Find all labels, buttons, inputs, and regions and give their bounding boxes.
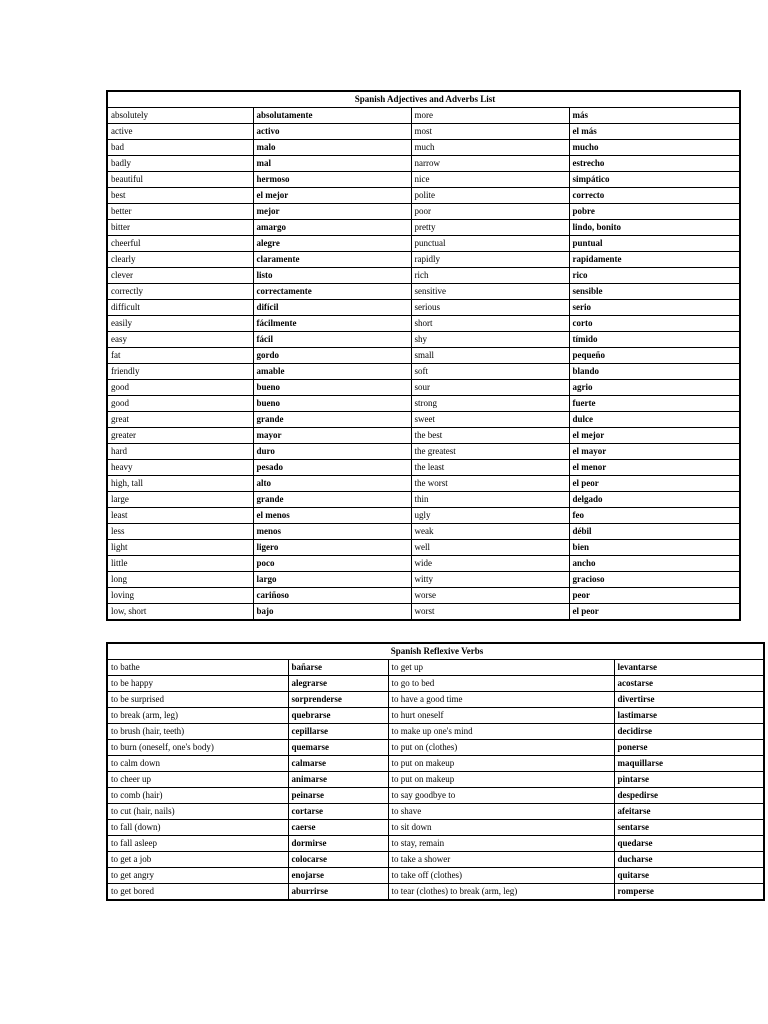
spanish-cell: más — [569, 108, 740, 124]
english-cell: sour — [411, 380, 569, 396]
english-cell: rich — [411, 268, 569, 284]
spanish-cell: duro — [253, 444, 411, 460]
english-cell: bitter — [107, 220, 253, 236]
english-cell: to fall (down) — [107, 820, 288, 836]
spanish-cell: animarse — [288, 772, 388, 788]
reflexive-table-title: Spanish Reflexive Verbs — [107, 643, 764, 660]
english-cell: badly — [107, 156, 253, 172]
spanish-cell: quedarse — [614, 836, 764, 852]
table-row — [107, 708, 764, 724]
english-cell: to get bored — [107, 884, 288, 901]
table-row — [107, 740, 764, 756]
table-row — [107, 588, 740, 604]
english-cell: to hurt oneself — [388, 708, 614, 724]
spanish-cell: poco — [253, 556, 411, 572]
spanish-cell: ducharse — [614, 852, 764, 868]
table-row — [107, 300, 740, 316]
english-cell: thin — [411, 492, 569, 508]
spanish-cell: cepillarse — [288, 724, 388, 740]
spanish-cell: mayor — [253, 428, 411, 444]
table-row — [107, 412, 740, 428]
table-row — [107, 140, 740, 156]
spanish-cell: menos — [253, 524, 411, 540]
english-cell: greater — [107, 428, 253, 444]
table-row — [107, 396, 740, 412]
spanish-cell: mal — [253, 156, 411, 172]
english-cell: better — [107, 204, 253, 220]
english-cell: to get up — [388, 660, 614, 676]
table-row — [107, 604, 740, 621]
english-cell: best — [107, 188, 253, 204]
spanish-cell: peinarse — [288, 788, 388, 804]
table-row — [107, 676, 764, 692]
english-cell: to be happy — [107, 676, 288, 692]
english-cell: to get a job — [107, 852, 288, 868]
english-cell: strong — [411, 396, 569, 412]
english-cell: sweet — [411, 412, 569, 428]
table-row — [107, 868, 764, 884]
english-cell: clever — [107, 268, 253, 284]
english-cell: to burn (oneself, one's body) — [107, 740, 288, 756]
spanish-cell: dulce — [569, 412, 740, 428]
english-cell: to cheer up — [107, 772, 288, 788]
table-row — [107, 268, 740, 284]
adjectives-adverbs-table — [106, 90, 741, 621]
spanish-cell: bien — [569, 540, 740, 556]
spanish-cell: el menor — [569, 460, 740, 476]
spanish-cell: bañarse — [288, 660, 388, 676]
spanish-cell: hermoso — [253, 172, 411, 188]
table-row — [107, 540, 740, 556]
spanish-cell: pobre — [569, 204, 740, 220]
english-cell: to brush (hair, teeth) — [107, 724, 288, 740]
spanish-cell: alegrarse — [288, 676, 388, 692]
spanish-cell: divertirse — [614, 692, 764, 708]
table-row — [107, 348, 740, 364]
table-row — [107, 820, 764, 836]
table-row — [107, 724, 764, 740]
english-cell: easy — [107, 332, 253, 348]
english-cell: rapidly — [411, 252, 569, 268]
spanish-cell: malo — [253, 140, 411, 156]
spanish-cell: corto — [569, 316, 740, 332]
table-row — [107, 492, 740, 508]
spanish-cell: delgado — [569, 492, 740, 508]
english-cell: to bathe — [107, 660, 288, 676]
english-cell: punctual — [411, 236, 569, 252]
english-cell: low, short — [107, 604, 253, 621]
english-cell: to fall asleep — [107, 836, 288, 852]
english-cell: the worst — [411, 476, 569, 492]
spanish-cell: estrecho — [569, 156, 740, 172]
table-row — [107, 556, 740, 572]
english-cell: long — [107, 572, 253, 588]
english-cell: the least — [411, 460, 569, 476]
english-cell: witty — [411, 572, 569, 588]
spanish-cell: aburrirse — [288, 884, 388, 901]
english-cell: to go to bed — [388, 676, 614, 692]
spanish-cell: quebrarse — [288, 708, 388, 724]
spanish-cell: blando — [569, 364, 740, 380]
table-row — [107, 204, 740, 220]
english-cell: nice — [411, 172, 569, 188]
table-row — [107, 756, 764, 772]
english-cell: sensitive — [411, 284, 569, 300]
table-row — [107, 852, 764, 868]
english-cell: fat — [107, 348, 253, 364]
spanish-cell: decidirse — [614, 724, 764, 740]
spanish-cell: maquillarse — [614, 756, 764, 772]
english-cell: active — [107, 124, 253, 140]
spanish-cell: ponerse — [614, 740, 764, 756]
spanish-cell: afeitarse — [614, 804, 764, 820]
spanish-cell: absolutamente — [253, 108, 411, 124]
table-row — [107, 172, 740, 188]
english-cell: to calm down — [107, 756, 288, 772]
english-cell: narrow — [411, 156, 569, 172]
spanish-cell: el mejor — [253, 188, 411, 204]
spanish-cell: gordo — [253, 348, 411, 364]
english-cell: correctly — [107, 284, 253, 300]
table-row — [107, 660, 764, 676]
english-cell: more — [411, 108, 569, 124]
english-cell: friendly — [107, 364, 253, 380]
english-cell: to comb (hair) — [107, 788, 288, 804]
reflexive-verbs-table — [106, 642, 765, 901]
english-cell: great — [107, 412, 253, 428]
spanish-cell: correctamente — [253, 284, 411, 300]
spanish-cell: difícil — [253, 300, 411, 316]
spanish-cell: caerse — [288, 820, 388, 836]
table-row — [107, 220, 740, 236]
english-cell: heavy — [107, 460, 253, 476]
spanish-cell: alto — [253, 476, 411, 492]
spanish-cell: tímido — [569, 332, 740, 348]
english-cell: to say goodbye to — [388, 788, 614, 804]
english-cell: difficult — [107, 300, 253, 316]
spanish-cell: pesado — [253, 460, 411, 476]
spanish-cell: calmarse — [288, 756, 388, 772]
spanish-cell: feo — [569, 508, 740, 524]
spanish-cell: fácil — [253, 332, 411, 348]
spanish-cell: rapidamente — [569, 252, 740, 268]
spanish-cell: rico — [569, 268, 740, 284]
english-cell: little — [107, 556, 253, 572]
spanish-cell: pequeño — [569, 348, 740, 364]
english-cell: poor — [411, 204, 569, 220]
spanish-cell: simpático — [569, 172, 740, 188]
english-cell: cheerful — [107, 236, 253, 252]
english-cell: to cut (hair, nails) — [107, 804, 288, 820]
english-cell: to put on makeup — [388, 756, 614, 772]
spanish-cell: mejor — [253, 204, 411, 220]
spanish-cell: bueno — [253, 396, 411, 412]
spanish-cell: el mayor — [569, 444, 740, 460]
table-row — [107, 444, 740, 460]
spanish-cell: puntual — [569, 236, 740, 252]
table-row — [107, 772, 764, 788]
spanish-cell: cariñoso — [253, 588, 411, 604]
table-row — [107, 332, 740, 348]
english-cell: least — [107, 508, 253, 524]
adjectives-table-title: Spanish Adjectives and Adverbs List — [107, 91, 740, 108]
english-cell: clearly — [107, 252, 253, 268]
spanish-cell: peor — [569, 588, 740, 604]
table-row — [107, 316, 740, 332]
english-cell: hard — [107, 444, 253, 460]
spanish-cell: el menos — [253, 508, 411, 524]
english-cell: to be surprised — [107, 692, 288, 708]
english-cell: weak — [411, 524, 569, 540]
spanish-cell: despedirse — [614, 788, 764, 804]
english-cell: less — [107, 524, 253, 540]
english-cell: the greatest — [411, 444, 569, 460]
english-cell: worst — [411, 604, 569, 621]
spanish-cell: lastimarse — [614, 708, 764, 724]
spanish-cell: bajo — [253, 604, 411, 621]
english-cell: much — [411, 140, 569, 156]
spanish-cell: serio — [569, 300, 740, 316]
english-cell: the best — [411, 428, 569, 444]
english-cell: bad — [107, 140, 253, 156]
spanish-cell: lindo, bonito — [569, 220, 740, 236]
spanish-cell: sensible — [569, 284, 740, 300]
english-cell: to take off (clothes) — [388, 868, 614, 884]
spanish-cell: enojarse — [288, 868, 388, 884]
english-cell: ugly — [411, 508, 569, 524]
table-row — [107, 380, 740, 396]
english-cell: short — [411, 316, 569, 332]
spanish-cell: correcto — [569, 188, 740, 204]
english-cell: most — [411, 124, 569, 140]
table-row — [107, 476, 740, 492]
english-cell: soft — [411, 364, 569, 380]
spanish-cell: fácilmente — [253, 316, 411, 332]
english-cell: to break (arm, leg) — [107, 708, 288, 724]
table-row — [107, 252, 740, 268]
spanish-cell: alegre — [253, 236, 411, 252]
spanish-cell: levantarse — [614, 660, 764, 676]
english-cell: shy — [411, 332, 569, 348]
english-cell: beautiful — [107, 172, 253, 188]
english-cell: to sit down — [388, 820, 614, 836]
spanish-cell: quitarse — [614, 868, 764, 884]
spanish-cell: listo — [253, 268, 411, 284]
spanish-cell: bueno — [253, 380, 411, 396]
reflexive-table-body — [107, 660, 764, 901]
table-row — [107, 156, 740, 172]
spanish-cell: el más — [569, 124, 740, 140]
spanish-cell: claramente — [253, 252, 411, 268]
english-cell: to put on (clothes) — [388, 740, 614, 756]
english-cell: to make up one's mind — [388, 724, 614, 740]
spanish-cell: romperse — [614, 884, 764, 901]
spanish-cell: grande — [253, 492, 411, 508]
english-cell: light — [107, 540, 253, 556]
english-cell: high, tall — [107, 476, 253, 492]
spanish-cell: sentarse — [614, 820, 764, 836]
table-row — [107, 284, 740, 300]
table-row — [107, 692, 764, 708]
table-row — [107, 124, 740, 140]
english-cell: to get angry — [107, 868, 288, 884]
table-row — [107, 804, 764, 820]
spanish-cell: agrio — [569, 380, 740, 396]
table-row — [107, 460, 740, 476]
english-cell: pretty — [411, 220, 569, 236]
english-cell: to stay, remain — [388, 836, 614, 852]
english-cell: loving — [107, 588, 253, 604]
english-cell: polite — [411, 188, 569, 204]
spanish-cell: dormirse — [288, 836, 388, 852]
spanish-cell: sorprenderse — [288, 692, 388, 708]
spanish-cell: el mejor — [569, 428, 740, 444]
table-row — [107, 572, 740, 588]
english-cell: easily — [107, 316, 253, 332]
spanish-cell: fuerte — [569, 396, 740, 412]
english-cell: to shave — [388, 804, 614, 820]
english-cell: to have a good time — [388, 692, 614, 708]
spanish-cell: cortarse — [288, 804, 388, 820]
english-cell: to tear (clothes) to break (arm, leg) — [388, 884, 614, 901]
spanish-cell: el peor — [569, 604, 740, 621]
spanish-cell: el peor — [569, 476, 740, 492]
table-row — [107, 508, 740, 524]
table-row — [107, 788, 764, 804]
english-cell: small — [411, 348, 569, 364]
table-row — [107, 428, 740, 444]
spanish-cell: colocarse — [288, 852, 388, 868]
spanish-cell: amargo — [253, 220, 411, 236]
spanish-cell: mucho — [569, 140, 740, 156]
table-row — [107, 188, 740, 204]
english-cell: serious — [411, 300, 569, 316]
spanish-cell: activo — [253, 124, 411, 140]
spanish-cell: amable — [253, 364, 411, 380]
english-cell: wide — [411, 556, 569, 572]
adjectives-table-body — [107, 108, 740, 621]
english-cell: to take a shower — [388, 852, 614, 868]
english-cell: to put on makeup — [388, 772, 614, 788]
table-row — [107, 884, 764, 901]
spanish-cell: quemarse — [288, 740, 388, 756]
spanish-cell: acostarse — [614, 676, 764, 692]
spanish-cell: ancho — [569, 556, 740, 572]
table-row — [107, 108, 740, 124]
spanish-cell: pintarse — [614, 772, 764, 788]
spanish-cell: ligero — [253, 540, 411, 556]
spanish-cell: gracioso — [569, 572, 740, 588]
english-cell: large — [107, 492, 253, 508]
english-cell: good — [107, 380, 253, 396]
spanish-cell: largo — [253, 572, 411, 588]
english-cell: well — [411, 540, 569, 556]
english-cell: absolutely — [107, 108, 253, 124]
spanish-cell: grande — [253, 412, 411, 428]
table-row — [107, 236, 740, 252]
english-cell: good — [107, 396, 253, 412]
english-cell: worse — [411, 588, 569, 604]
table-row — [107, 836, 764, 852]
table-row — [107, 524, 740, 540]
spanish-cell: débil — [569, 524, 740, 540]
table-row — [107, 364, 740, 380]
